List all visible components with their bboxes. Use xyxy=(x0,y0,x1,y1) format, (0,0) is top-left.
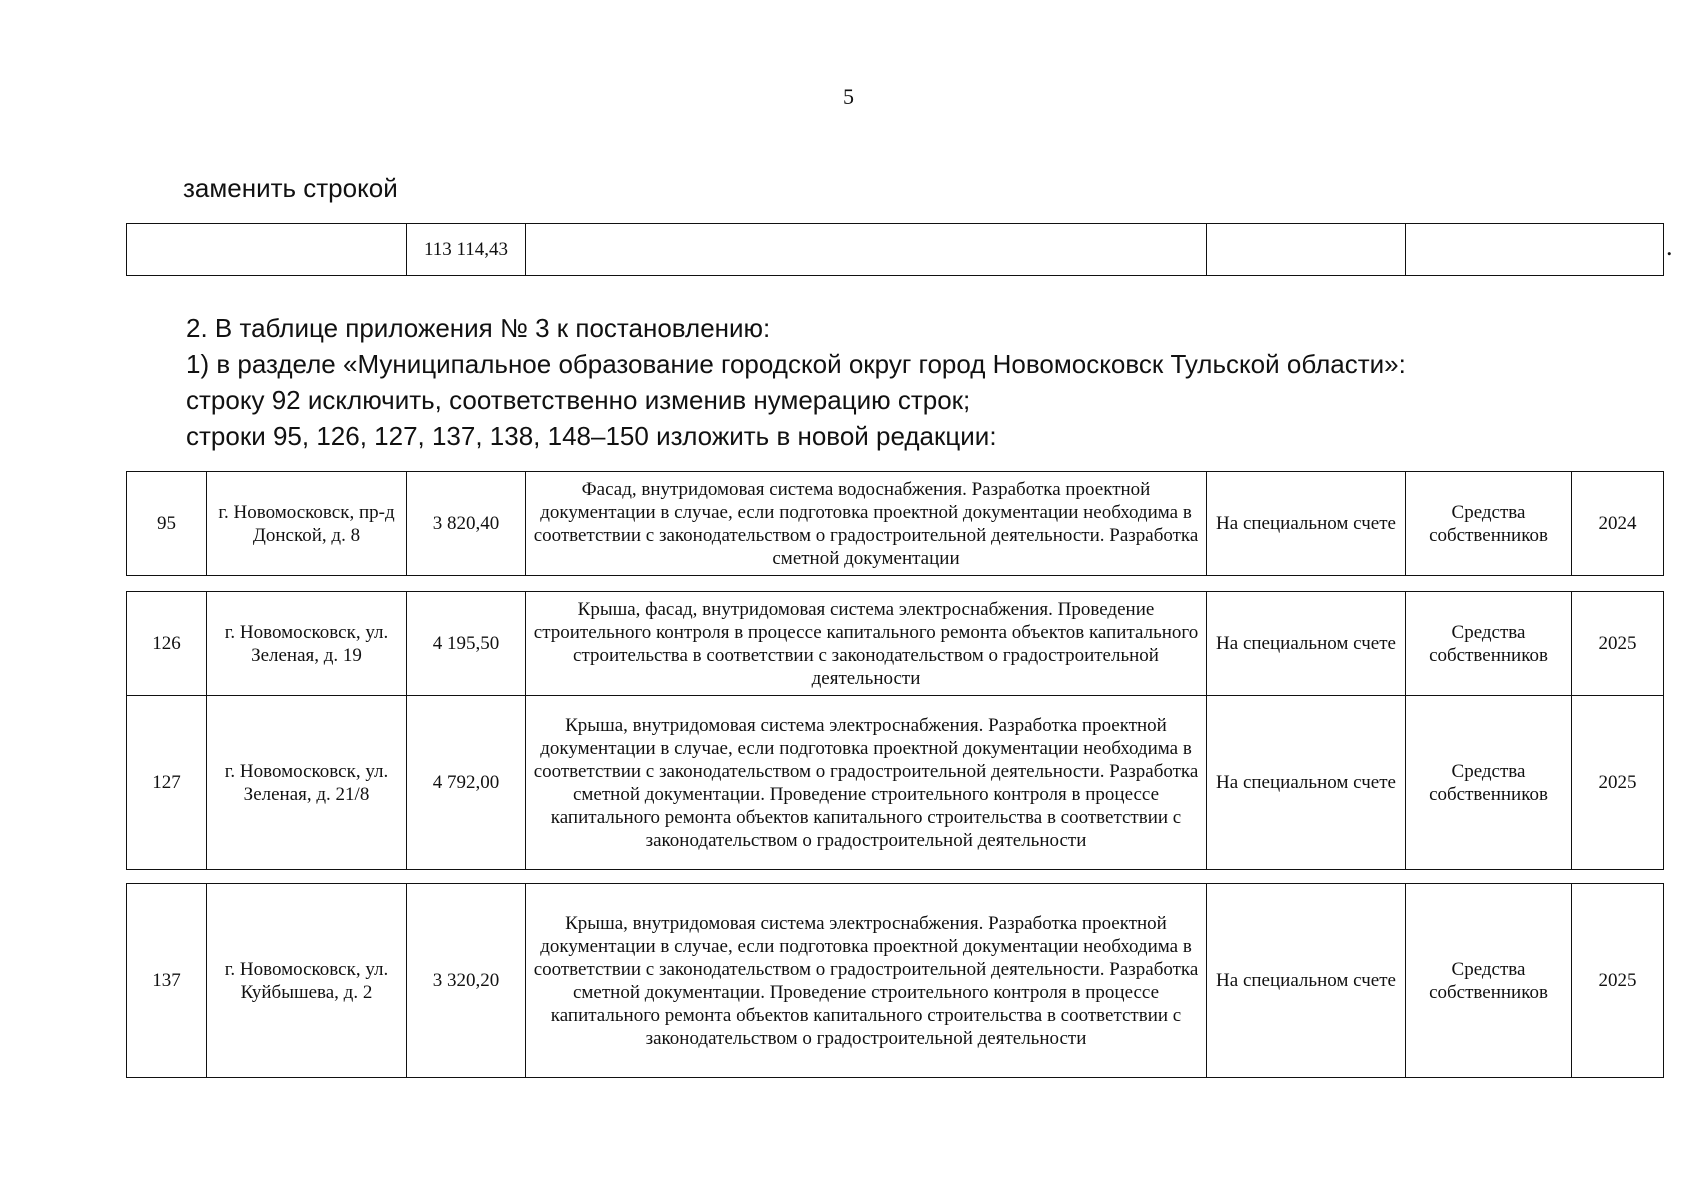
row-source: Средства собственников xyxy=(1406,472,1572,576)
instruction-line: 1) в разделе «Муниципальное образование городской округ город Новомосковск Тульской области»: xyxy=(186,349,1406,379)
row-number: 137 xyxy=(127,884,207,1078)
row-source: Средства собственников xyxy=(1406,884,1572,1078)
table-group-2 xyxy=(126,591,1664,870)
table-group-1 xyxy=(126,471,1664,576)
replacement-cell-3 xyxy=(526,224,1207,276)
replacement-cell-1 xyxy=(127,224,407,276)
trailing-period: . xyxy=(1666,232,1673,261)
row-account: На специальном счете xyxy=(1207,472,1406,576)
row-year: 2024 xyxy=(1572,472,1664,576)
row-source: Средства собственников xyxy=(1406,696,1572,870)
row-source: Средства собственников xyxy=(1406,592,1572,696)
row-area: 4 195,50 xyxy=(407,592,526,696)
row-address: г. Новомосковск, ул. Зеленая, д. 19 xyxy=(207,592,407,696)
row-works: Фасад, внутридомовая система водоснабжения. Разработка проектной документации в случае, если подготовка проектной документации необходима в соответствии с законодательством о градостроительной деятельности. Разработка сметной документации xyxy=(526,472,1207,576)
row-works: Крыша, внутридомовая система электроснабжения. Разработка проектной документации в случае, если подготовка проектной документации необходима в соответствии с законодательством о градостроительной деятельности. Разработка сметной документации. Проведение строительного контроля в процессе капитального ремонта объектов капитального строительства в соответствии с законодательством о градостроительной деятельности xyxy=(526,696,1207,870)
row-number: 127 xyxy=(127,696,207,870)
row-account: На специальном счете xyxy=(1207,884,1406,1078)
row-address: г. Новомосковск, пр-д Донской, д. 8 xyxy=(207,472,407,576)
row-account: На специальном счете xyxy=(1207,696,1406,870)
instruction-line: 2. В таблице приложения № 3 к постановлению: xyxy=(186,313,771,343)
row-year: 2025 xyxy=(1572,696,1664,870)
row-account: На специальном счете xyxy=(1207,592,1406,696)
instruction-line: строку 92 исключить, соответственно изменив нумерацию строк; xyxy=(186,385,971,415)
row-year: 2025 xyxy=(1572,592,1664,696)
row-works: Крыша, внутридомовая система электроснабжения. Разработка проектной документации в случае, если подготовка проектной документации необходима в соответствии с законодательством о градостроительной деятельности. Разработка сметной документации. Проведение строительного контроля в процессе капитального ремонта объектов капитального строительства в соответствии с законодательством о градостроительной деятельности xyxy=(526,884,1207,1078)
page-number: 5 xyxy=(843,84,854,109)
row-works: Крыша, фасад, внутридомовая система электроснабжения. Проведение строительного контроля в процессе капитального ремонта объектов капитального строительства в соответствии с законодательством о градостроительной деятельности xyxy=(526,592,1207,696)
replacement-cell-4 xyxy=(1207,224,1406,276)
row-address: г. Новомосковск, ул. Куйбышева, д. 2 xyxy=(207,884,407,1078)
table-row xyxy=(127,224,1664,276)
row-number: 95 xyxy=(127,472,207,576)
replacement-row-table xyxy=(126,223,1664,276)
replacement-cell-area: 113 114,43 xyxy=(407,224,526,276)
row-number: 126 xyxy=(127,592,207,696)
replace-intro: заменить строкой xyxy=(183,173,398,203)
table-row xyxy=(127,592,1664,696)
row-area: 3 320,20 xyxy=(407,884,526,1078)
table-row xyxy=(127,472,1664,576)
table-row xyxy=(127,696,1664,870)
row-address: г. Новомосковск, ул. Зеленая, д. 21/8 xyxy=(207,696,407,870)
table-row xyxy=(127,884,1664,1078)
instructions-block xyxy=(186,310,1406,454)
table-group-3 xyxy=(126,883,1664,1078)
instruction-line: строки 95, 126, 127, 137, 138, 148–150 изложить в новой редакции: xyxy=(186,421,997,451)
row-area: 4 792,00 xyxy=(407,696,526,870)
row-year: 2025 xyxy=(1572,884,1664,1078)
replacement-cell-5 xyxy=(1406,224,1664,276)
row-area: 3 820,40 xyxy=(407,472,526,576)
